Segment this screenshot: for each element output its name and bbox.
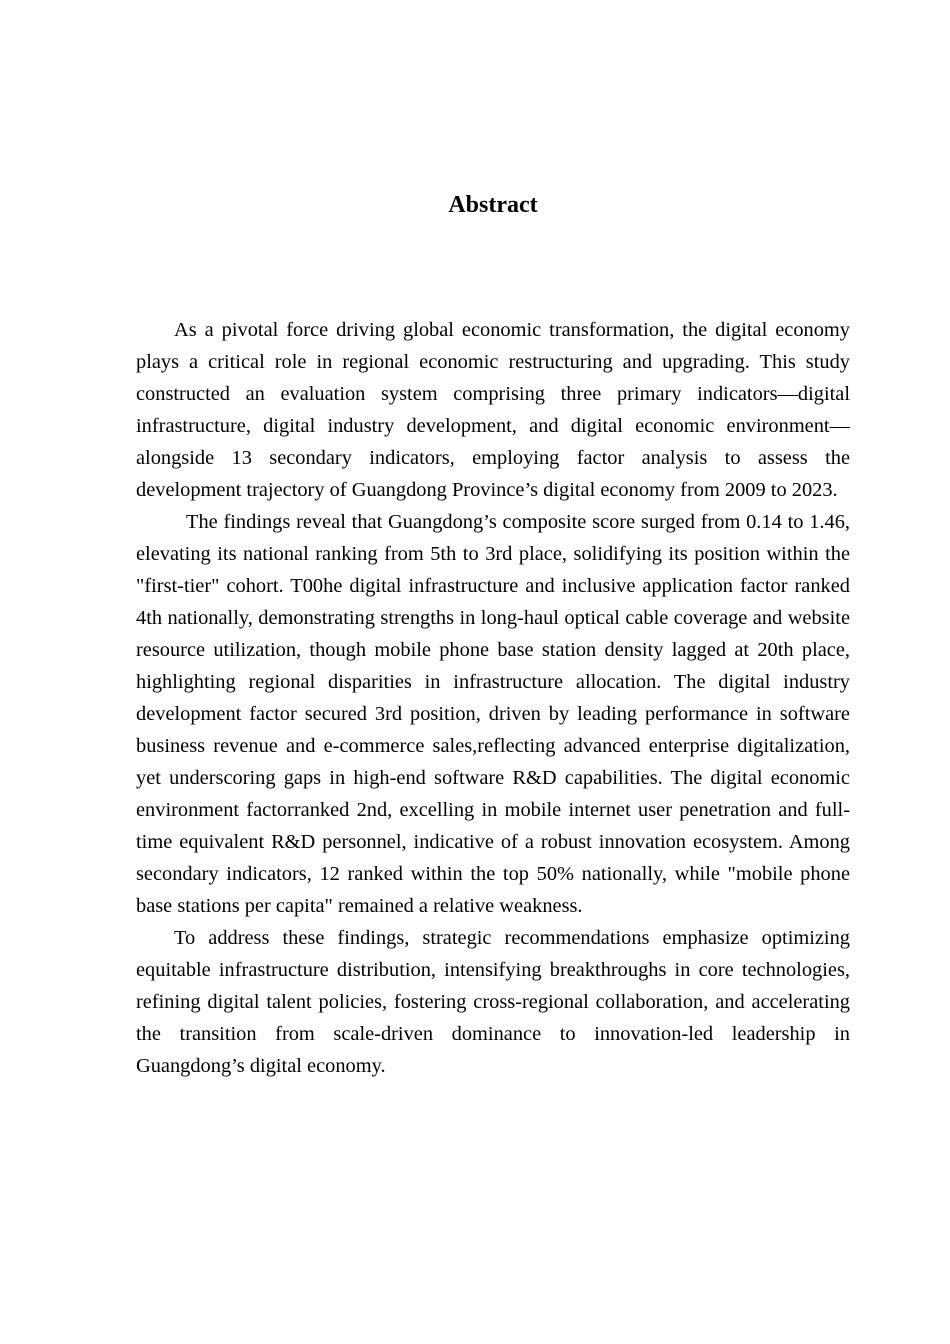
abstract-paragraph-1: As a pivotal force driving global economic transformation, the digital economy plays a critical role in regional economic restructuring and upgrading. This study constructed an evaluation system comprising three primary indicators—digital infrastructure, digital industry development, and digital economic environment—alongside 13 secondary indicators, employing factor analysis to assess the development trajectory of Guangdong Province’s digital economy from 2009 to 2023. xyxy=(136,319,850,501)
abstract-paragraph-3: To address these findings, strategic recommendations emphasize optimizing equitable infrastructure distribution, intensifying breakthroughs in core technologies, refining digital talent policies, fostering cross-regional collaboration, and accelerating the transition from scale-driven dominance to innovation-led leadership in Guangdong’s digital economy. xyxy=(136,927,850,1077)
abstract-title: Abstract xyxy=(448,192,538,218)
abstract-body xyxy=(136,314,850,1082)
abstract-paragraph-2: The findings reveal that Guangdong’s composite score surged from 0.14 to 1.46, elevating its national ranking from 5th to 3rd place, solidifying its position within the "first-tier" cohort. T00he digital infrastructure and inclusive application factor ranked 4th nationally, demonstrating strengths in long-haul optical cable coverage and website resource utilization, though mobile phone base station density lagged at 20th place, highlighting regional disparities in infrastructure allocation. The digital industry development factor secured 3rd position, driven by leading performance in software business revenue and e-commerce sales,reflecting advanced enterprise digitalization, yet underscoring gaps in high-end software R&D capabilities. The digital economic environment factorranked 2nd, excelling in mobile internet user penetration and full-time equivalent R&D personnel, indicative of a robust innovation ecosystem. Among secondary indicators, 12 ranked within the top 50% nationally, while "mobile phone base stations per capita" remained a relative weakness. xyxy=(136,511,850,917)
